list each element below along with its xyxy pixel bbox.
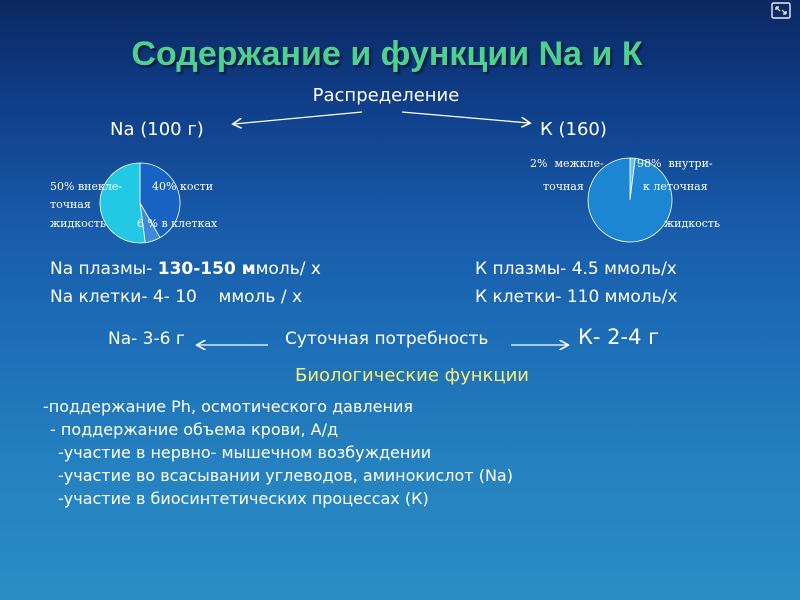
- na-total-label: Na (100 г): [110, 119, 204, 140]
- na-plasma-value: 130-150 м: [157, 259, 256, 279]
- na-extracellular-label-line1: 50% внекле-: [50, 180, 123, 193]
- function-item: -поддержание Ph, осмотического давления: [43, 397, 413, 416]
- k-cell-level: К клетки- 110 ммоль/х: [475, 287, 678, 307]
- na-pie-chart: [100, 163, 180, 243]
- na-extracellular-label-line3: жидкость: [50, 217, 106, 230]
- na-plasma-prefix: Na плазмы-: [50, 259, 158, 279]
- slide-title: Содержание и функции Na и К: [131, 35, 643, 73]
- distribution-heading: Распределение: [312, 85, 460, 106]
- k-plasma-level: К плазмы- 4.5 ммоль/х: [475, 259, 677, 279]
- k-interstitial-label-line2: точная: [543, 180, 584, 193]
- k-total-label: К (160): [540, 119, 607, 140]
- na-cell-level: Na клетки- 4- 10 ммоль / х: [50, 287, 303, 307]
- k-daily-need: К- 2-4 г: [578, 325, 660, 349]
- k-pie-chart: [588, 158, 672, 242]
- na-daily-need: Na- 3-6 г: [108, 329, 185, 349]
- function-item: -участие в биосинтетических процессах (К): [58, 489, 429, 508]
- k-intracellular-label-line3: жидкость: [664, 217, 720, 230]
- k-intracellular-label-line1: 98% внутри-: [637, 157, 713, 170]
- na-cells-label: 6 % в клетках: [137, 217, 218, 230]
- function-item: -участие в нервно- мышечном возбуждении: [58, 443, 432, 462]
- function-item: -участие во всасывании углеводов, аминокислот (Na): [58, 466, 513, 485]
- k-intracellular-label-line2: к леточная: [643, 180, 708, 193]
- k-pie-slice-2: [588, 158, 672, 242]
- na-pie-slice-3: [100, 163, 145, 243]
- daily-need-label: Суточная потребность: [285, 329, 489, 349]
- functions-heading: Биологические функции: [294, 365, 530, 386]
- k-interstitial-label-line1: 2% межкле-: [530, 157, 604, 170]
- na-extracellular-label-line2: точная: [50, 198, 91, 211]
- function-item: - поддержание объема крови, А/д: [50, 420, 339, 439]
- na-plasma-unit: моль/ х: [255, 259, 321, 279]
- na-bone-label: 40% кости: [152, 180, 214, 193]
- expand-icon[interactable]: [771, 2, 791, 19]
